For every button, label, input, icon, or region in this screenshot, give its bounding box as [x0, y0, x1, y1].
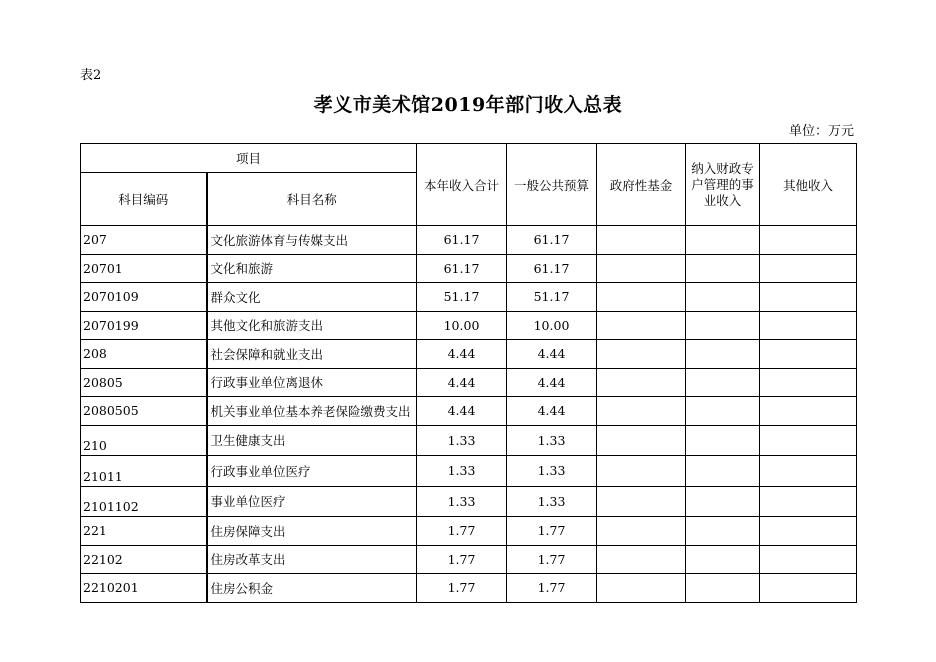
subject-name-cell: 群众文化 — [207, 283, 417, 312]
gov-fund-cell — [597, 254, 686, 283]
general-budget-cell: 1.33 — [507, 456, 597, 487]
subject-name-cell: 文化旅游体育与传媒支出 — [207, 226, 417, 255]
gov-fund-cell — [597, 397, 686, 426]
total-cell: 1.33 — [417, 486, 507, 517]
special-account-cell — [686, 456, 760, 487]
other-income-cell — [760, 397, 857, 426]
other-income-cell — [760, 456, 857, 487]
header-subject-name: 科目名称 — [207, 173, 417, 226]
table-row — [81, 226, 857, 255]
special-account-cell — [686, 545, 760, 574]
total-cell: 1.77 — [417, 574, 507, 603]
gov-fund-cell — [597, 283, 686, 312]
subject-name-cell: 社会保障和就业支出 — [207, 340, 417, 369]
table-row — [81, 486, 857, 517]
total-cell: 1.33 — [417, 456, 507, 487]
gov-fund-cell — [597, 226, 686, 255]
subject-code-cell: 22102 — [81, 545, 207, 574]
subject-name-cell: 行政事业单位医疗 — [207, 456, 417, 487]
table-row — [81, 340, 857, 369]
general-budget-cell: 1.77 — [507, 517, 597, 546]
subject-name-cell: 行政事业单位离退休 — [207, 368, 417, 397]
special-account-cell — [686, 340, 760, 369]
subject-name-cell: 卫生健康支出 — [207, 425, 417, 456]
subject-code-cell: 2070109 — [81, 283, 207, 312]
general-budget-cell: 61.17 — [507, 254, 597, 283]
special-account-cell — [686, 425, 760, 456]
subject-code-cell: 210 — [81, 425, 207, 456]
gov-fund-cell — [597, 340, 686, 369]
table-row — [81, 311, 857, 340]
total-cell: 61.17 — [417, 226, 507, 255]
general-budget-cell: 1.33 — [507, 486, 597, 517]
general-budget-cell: 1.77 — [507, 574, 597, 603]
general-budget-cell: 51.17 — [507, 283, 597, 312]
other-income-cell — [760, 368, 857, 397]
other-income-cell — [760, 254, 857, 283]
subject-code-cell: 2210201 — [81, 574, 207, 603]
total-cell: 1.33 — [417, 425, 507, 456]
income-table — [80, 143, 857, 603]
gov-fund-cell — [597, 486, 686, 517]
subject-name-cell: 文化和旅游 — [207, 254, 417, 283]
subject-code-cell: 208 — [81, 340, 207, 369]
header-gov-fund: 政府性基金 — [597, 144, 686, 226]
special-account-cell — [686, 574, 760, 603]
subject-code-cell: 20805 — [81, 368, 207, 397]
table-row — [81, 368, 857, 397]
gov-fund-cell — [597, 311, 686, 340]
gov-fund-cell — [597, 574, 686, 603]
header-general-budget: 一般公共预算 — [507, 144, 597, 226]
table-number: 表2 — [80, 68, 102, 83]
special-account-cell — [686, 517, 760, 546]
subject-code-cell: 2101102 — [81, 486, 207, 517]
subject-code-cell: 2080505 — [81, 397, 207, 426]
general-budget-cell: 61.17 — [507, 226, 597, 255]
general-budget-cell: 4.44 — [507, 397, 597, 426]
subject-code-cell: 21011 — [81, 456, 207, 487]
table-body — [81, 226, 857, 603]
table-row — [81, 456, 857, 487]
subject-code-cell: 2070199 — [81, 311, 207, 340]
special-account-cell — [686, 397, 760, 426]
other-income-cell — [760, 425, 857, 456]
total-cell: 1.77 — [417, 517, 507, 546]
special-account-cell — [686, 368, 760, 397]
other-income-cell — [760, 311, 857, 340]
special-account-cell — [686, 283, 760, 312]
special-account-cell — [686, 254, 760, 283]
total-cell: 4.44 — [417, 340, 507, 369]
gov-fund-cell — [597, 368, 686, 397]
subject-name-cell: 机关事业单位基本养老保险缴费支出 — [207, 397, 417, 426]
general-budget-cell: 1.33 — [507, 425, 597, 456]
general-budget-cell: 1.77 — [507, 545, 597, 574]
table-row — [81, 574, 857, 603]
special-account-cell — [686, 311, 760, 340]
header-total: 本年收入合计 — [417, 144, 507, 226]
gov-fund-cell — [597, 545, 686, 574]
gov-fund-cell — [597, 456, 686, 487]
general-budget-cell: 10.00 — [507, 311, 597, 340]
other-income-cell — [760, 340, 857, 369]
subject-code-cell: 207 — [81, 226, 207, 255]
subject-code-cell: 221 — [81, 517, 207, 546]
unit-label: 单位：万元 — [788, 124, 854, 139]
other-income-cell — [760, 517, 857, 546]
total-cell: 61.17 — [417, 254, 507, 283]
header-special-account: 纳入财政专户管理的事业收入 — [686, 144, 760, 226]
gov-fund-cell — [597, 517, 686, 546]
other-income-cell — [760, 283, 857, 312]
table-row — [81, 283, 857, 312]
other-income-cell — [760, 574, 857, 603]
total-cell: 4.44 — [417, 368, 507, 397]
header-subject-code: 科目编码 — [81, 173, 207, 226]
total-cell: 51.17 — [417, 283, 507, 312]
special-account-cell — [686, 226, 760, 255]
gov-fund-cell — [597, 425, 686, 456]
table-row — [81, 517, 857, 546]
subject-code-cell: 20701 — [81, 254, 207, 283]
other-income-cell — [760, 545, 857, 574]
header-project: 项目 — [81, 144, 417, 173]
general-budget-cell: 4.44 — [507, 340, 597, 369]
other-income-cell — [760, 226, 857, 255]
table-row — [81, 254, 857, 283]
subject-name-cell: 住房改革支出 — [207, 545, 417, 574]
special-account-cell — [686, 486, 760, 517]
general-budget-cell: 4.44 — [507, 368, 597, 397]
total-cell: 10.00 — [417, 311, 507, 340]
table-row — [81, 545, 857, 574]
other-income-cell — [760, 486, 857, 517]
subject-name-cell: 事业单位医疗 — [207, 486, 417, 517]
subject-name-cell: 住房保障支出 — [207, 517, 417, 546]
header-other: 其他收入 — [760, 144, 857, 226]
page-title: 孝义市美术馆2019年部门收入总表 — [313, 94, 623, 116]
subject-name-cell: 其他文化和旅游支出 — [207, 311, 417, 340]
total-cell: 1.77 — [417, 545, 507, 574]
table-row — [81, 397, 857, 426]
table-row — [81, 425, 857, 456]
subject-name-cell: 住房公积金 — [207, 574, 417, 603]
total-cell: 4.44 — [417, 397, 507, 426]
